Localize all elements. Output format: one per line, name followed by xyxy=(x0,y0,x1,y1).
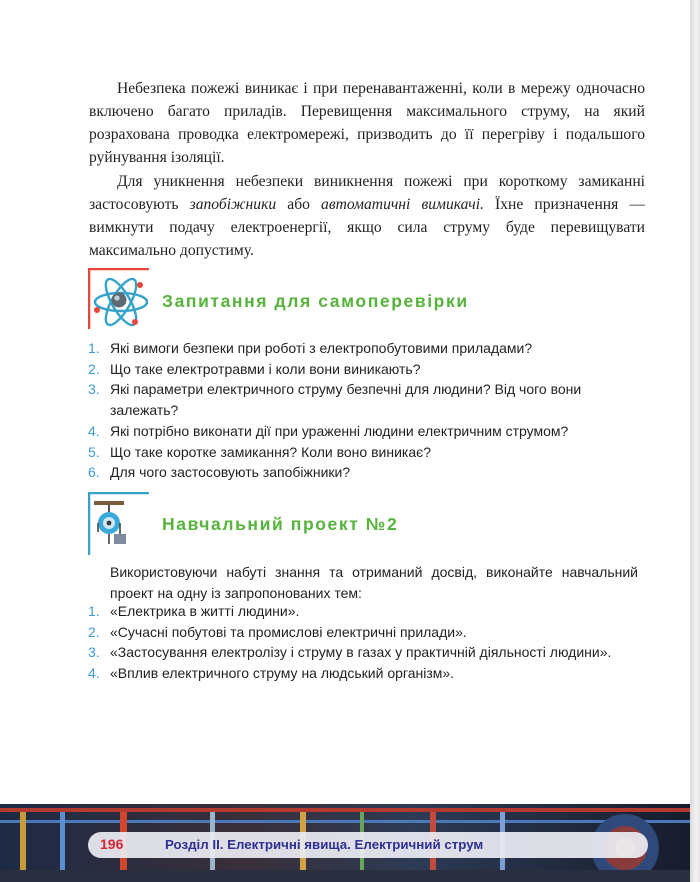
list-text: Що таке коротке замикання? Коли воно виникає? xyxy=(110,443,432,460)
list-number: 1. xyxy=(88,340,100,356)
list-text: «Застосування електролізу і струму в газах у практичній діяльності людини». xyxy=(110,644,612,661)
list-item xyxy=(88,359,648,380)
paragraph-overload-fire: Небезпека пожежі виникає і при перенавантаженні, коли в мережу одночасно включено багато приладів. Перевищення максимального струму, на який розрахована проводка електромережі, призводить до її перегріву і подальшого руйнування ізоляції. xyxy=(89,80,645,166)
atom-icon xyxy=(88,268,152,337)
list-item xyxy=(88,338,648,359)
paragraph-text: або xyxy=(276,196,322,213)
list-number: 5. xyxy=(88,443,100,460)
list-item xyxy=(88,642,648,663)
list-text: Що таке електротравми і коли вони виникають? xyxy=(110,360,421,377)
list-number: 4. xyxy=(88,665,100,682)
chapter-title: Розділ II. Електричні явища. Електричний струм xyxy=(165,837,484,852)
list-number: 4. xyxy=(88,422,100,439)
list-item xyxy=(88,601,648,622)
list-text: Для чого застосовують запобіжники? xyxy=(110,464,351,481)
list-text: Які вимоги безпеки при роботі з електропобутовими приладами? xyxy=(110,340,533,356)
project-intro: Використовуючи набуті знання та отриманий досвід, виконайте навчальний проект на одну із запропонованих тем: xyxy=(110,564,638,601)
pulley-icon xyxy=(88,492,152,561)
self-check-questions xyxy=(88,338,648,483)
self-check-heading: Запитання для самоперевірки xyxy=(162,291,469,311)
list-item xyxy=(88,622,648,643)
list-number: 6. xyxy=(88,464,100,481)
list-item xyxy=(88,442,648,463)
list-item xyxy=(88,421,648,442)
list-item xyxy=(88,379,648,420)
list-number: 3. xyxy=(88,644,100,661)
list-text: «Вплив електричного струму на людський організм». xyxy=(110,665,455,682)
paragraph-text: Для уникнення небезпеки виникнення пожежі при короткому замиканні застосовують xyxy=(89,173,645,213)
list-text: Які параметри електричного струму безпечні для людини? Від чого вони залежать? xyxy=(110,381,582,419)
term-circuit-breakers: автоматичні вимикачі. xyxy=(321,196,484,213)
list-item xyxy=(88,462,648,483)
paragraph-text: Їхне призначення — вимкнути подачу електроенергії, якщо сила струму буде перевищувати максимально допустиму. xyxy=(89,196,645,259)
list-text: «Сучасні побутові та промислові електричні прилади». xyxy=(110,623,467,640)
term-fuses: запобіжники xyxy=(189,196,277,213)
list-number: 1. xyxy=(88,603,100,619)
project-topics xyxy=(88,601,648,684)
list-text: «Електрика в житті людини». xyxy=(110,603,300,619)
list-item xyxy=(88,663,648,684)
book-spine-edge xyxy=(690,0,700,882)
project-heading: Навчальний проект №2 xyxy=(162,514,399,534)
list-number: 2. xyxy=(88,360,100,377)
list-number: 2. xyxy=(88,623,100,640)
paragraph-short-circuit xyxy=(89,170,645,262)
list-text: Які потрібно виконати дії при ураженні людини електричним струмом? xyxy=(110,422,569,439)
page-number: 196 xyxy=(100,836,124,852)
list-number: 3. xyxy=(88,381,100,398)
